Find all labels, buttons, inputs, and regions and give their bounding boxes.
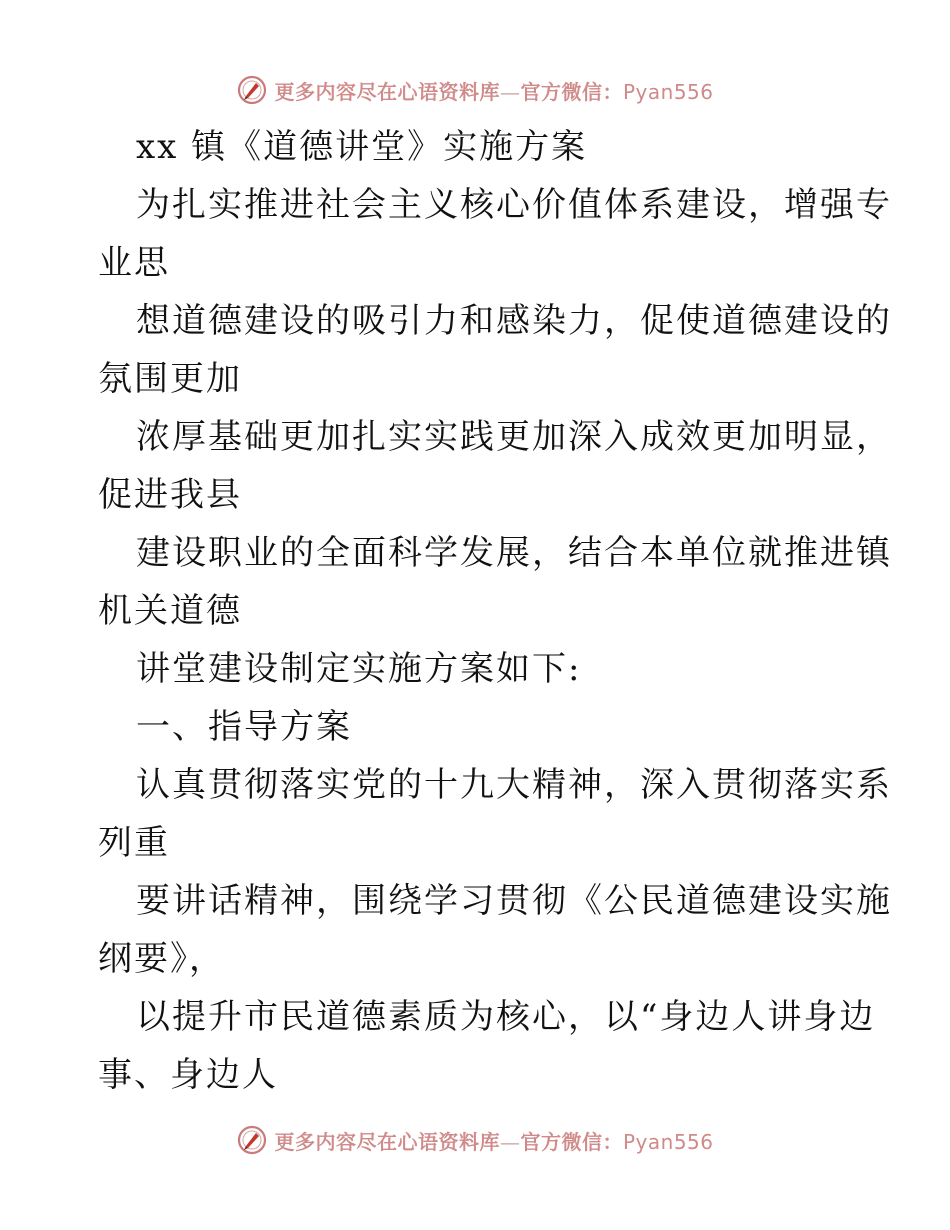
pen-nib-logo-icon — [236, 1124, 268, 1156]
watermark-text: 更多内容尽在心语资料库—官方微信：Pyan556 — [274, 79, 714, 104]
document-line: 要讲话精神，围绕学习贯彻《公民道德建设实施 — [136, 881, 892, 921]
watermark-text: 更多内容尽在心语资料库—官方微信：Pyan556 — [274, 1129, 714, 1154]
footer-watermark — [0, 1120, 950, 1160]
document-line: 氛围更加 — [98, 359, 242, 399]
document-line: 业思 — [98, 243, 170, 283]
document-line: 列重 — [98, 823, 170, 863]
pen-nib-logo-icon — [236, 74, 268, 106]
header-watermark — [0, 70, 950, 110]
document-line: 为扎实推进社会主义核心价值体系建设，增强专 — [136, 185, 892, 225]
document-line: 促进我县 — [98, 475, 242, 515]
document-line: 事、身边人 — [98, 1055, 278, 1095]
document-line: 纲要》， — [98, 939, 225, 979]
document-line: 想道德建设的吸引力和感染力，促使道德建设的 — [136, 301, 892, 341]
document-line: 机关道德 — [98, 591, 242, 631]
document-line: xx 镇《道德讲堂》实施方案 — [136, 127, 588, 167]
document-line: 讲堂建设制定实施方案如下: — [136, 649, 582, 689]
document-line: 一、指导方案 — [136, 707, 352, 747]
document-line: 浓厚基础更加扎实实践更加深入成效更加明显， — [136, 417, 892, 457]
document-line: 建设职业的全面科学发展，结合本单位就推进镇 — [136, 533, 892, 573]
document-line: 认真贯彻落实党的十九大精神，深入贯彻落实系 — [136, 765, 892, 805]
document-line: 以提升市民道德素质为核心，以“身边人讲身边 — [136, 997, 876, 1037]
document-body — [98, 118, 892, 1104]
